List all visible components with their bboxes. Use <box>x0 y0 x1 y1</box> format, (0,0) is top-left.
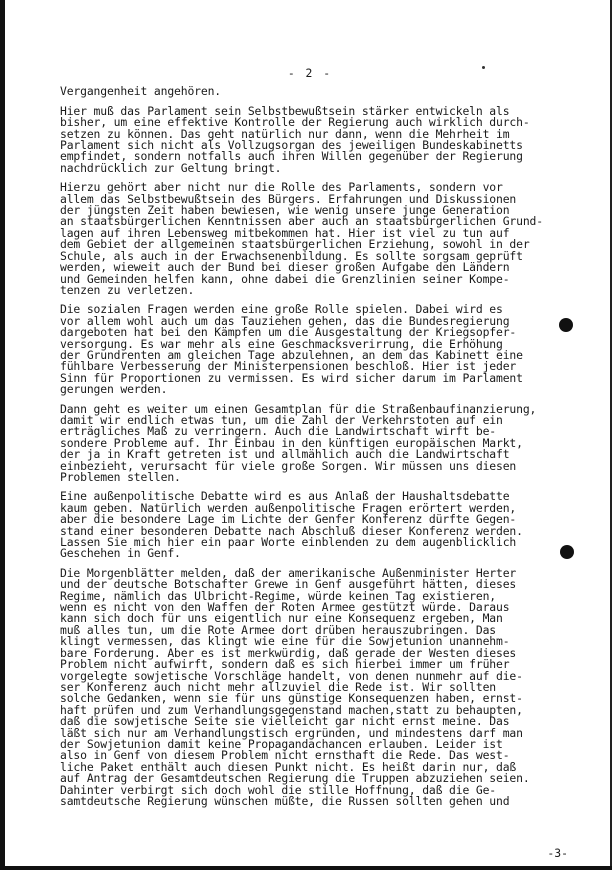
text-line: dargeboten hat bei den Kämpfen um die Ausgestaltung der Kriegsopfer- <box>60 325 517 340</box>
text-line: solche Gedanken, wenn sie für uns günstige Konsequenzen haben, ernst- <box>60 691 523 706</box>
scan-edge-left <box>0 0 5 870</box>
next-page-marker: -3- <box>547 846 568 860</box>
text-line: Lassen Sie mich hier ein paar Worte einblenden zu dem augenblicklich <box>60 535 517 550</box>
scan-edge-bottom <box>0 866 612 870</box>
paragraph <box>60 491 582 559</box>
text-line: Regime, nämlich das Ulbricht-Regime, würde keinen Tag existieren, <box>60 588 497 603</box>
text-line: an staatsbürgerlichen Kenntnissen aber auch an staatsbürgerlichen Grund- <box>60 214 543 229</box>
text-line: Sinn für Proportionen zu vermissen. Es wird sicher darum im Parlament <box>60 370 523 385</box>
text-line: ser Konferenz auch nicht mehr allzuviel die Rede ist. Wir sollten <box>60 679 497 694</box>
page-number: - 2 - <box>287 66 333 80</box>
text-line: versorgung. Es war mehr als eine Geschmacksverirrung, die Erhöhung <box>60 336 503 351</box>
text-line: läßt sich nur am Verhandlungstisch ergründen, und mindestens darf man <box>60 725 523 740</box>
text-line: klingt vermessen, das klingt wie eine für die Sowjetunion unannehm- <box>60 634 510 649</box>
text-line: vor allem wohl auch um das Tauziehen gehen, das die Bundesregierung <box>60 313 510 328</box>
text-line: dem Gebiet der allgemeinen staatsbürgerlichen Erziehung, sowohl in der <box>60 237 530 252</box>
text-line: liche Paket enthält auch diesen Punkt nicht. Es heißt darin nur, daß <box>60 759 517 774</box>
text-line: Dahinter verbirgt sich doch wohl die stille Hoffnung, daß die Ge- <box>60 782 497 797</box>
text-line: kaum geben. Natürlich werden außenpolitische Fragen erörtert werden, <box>60 500 517 515</box>
text-line: samtdeutsche Regierung wünschen müßte, die Russen sollten gehen und <box>60 793 510 808</box>
text-line: fühlbare Verbesserung der Ministerpensionen beschloß. Hier ist jeder <box>60 359 517 374</box>
text-line: Die sozialen Fragen werden eine große Rolle spielen. Dabei wird es <box>60 302 503 317</box>
text-line: der Sowjetunion damit keine Propagandachancen erlauben. Leider ist <box>60 736 503 751</box>
text-line: Hierzu gehört aber nicht nur die Rolle des Parlaments, sondern vor <box>60 180 503 195</box>
text-line: Eine außenpolitische Debatte wird es aus Anlaß der Haushaltsdebatte <box>60 489 510 504</box>
text-line: bisher, um eine effektive Kontrolle der Regierung auch wirklich durch- <box>60 115 530 130</box>
text-line: Problemen stellen. <box>60 470 181 484</box>
text-line: allem das Selbstbewußtsein des Bürgers. Erfahrungen und Diskussionen <box>60 191 517 206</box>
text-line: sondere Probleme auf. Ihr Einbau in den künftigen europäischen Markt, <box>60 435 523 450</box>
text-line: vorgelegte sowjetische Vorschläge handelt, von denen nunmehr auf die- <box>60 668 523 683</box>
paragraph-list <box>60 103 582 808</box>
text-line: und der deutsche Botschafter Grewe in Genf ausgeführt hätten, dieses <box>60 577 517 592</box>
intro-line: Vergangenheit angehören. <box>60 84 221 99</box>
text-line: Geschehen in Genf. <box>60 546 181 561</box>
paragraph <box>60 565 582 808</box>
text-line: einbezieht, verursacht für viele große Sorgen. Wir müssen uns diesen <box>60 458 517 473</box>
text-line: Schule, als auch in der Erwachsenenbildung. Es sollte sorgsam geprüft <box>60 248 523 263</box>
text-line: haft prüfen und zum Verhandlungsgegenstand machen,statt zu behaupten, <box>60 702 523 717</box>
paragraph <box>60 401 582 484</box>
paragraph <box>60 103 582 175</box>
paragraph <box>60 304 582 395</box>
text-line: tenzen zu verletzen. <box>60 282 195 297</box>
text-line: Die Morgenblätter melden, daß der amerikanische Außenminister Herter <box>60 565 517 580</box>
text-line: empfindet, sondern notfalls auch ihren Willen gegenüber der Regierung <box>60 149 523 164</box>
text-line: Parlament sich nicht als Vollzugsorgan des jeweiligen Bundeskabinetts <box>60 138 523 153</box>
text-line: muß alles tun, um die Rote Armee dort drüben herauszubringen. Das <box>60 622 497 637</box>
text-line: stand einer besonderen Debatte nach Abschluß dieser Konferenz werden. <box>60 523 523 538</box>
text-line: Hier muß das Parlament sein Selbstbewußtsein stärker entwickeln als <box>60 103 510 118</box>
text-line: der Grundrenten am gleichen Tage abzulehnen, an dem das Kabinett eine <box>60 347 523 362</box>
text-line: also in Genf von diesem Problem nicht ernsthaft die Rede. Das west- <box>60 748 510 763</box>
text-line: bare Forderung. Aber es ist merkwürdig, daß gerade der Westen dieses <box>60 645 517 660</box>
text-line: der jüngsten Zeit haben bewiesen, wie wenig unsere junge Generation <box>60 203 510 218</box>
typewritten-page <box>60 68 582 815</box>
text-line: werden, wieweit auch der Bund bei dieser großen Aufgabe den Ländern <box>60 260 510 275</box>
text-line: und Gemeinden helfen kann, ohne dabei die Grenzlinien seiner Kompe- <box>60 271 510 286</box>
text-line: kann sich doch für uns eigentlich nur eine Konsequenz ergeben, Man <box>60 611 503 626</box>
text-line: setzen zu können. Das geht natürlich nur dann, wenn die Mehrheit im <box>60 126 510 141</box>
text-line: auf Antrag der Gesamtdeutschen Regierung die Truppen abzuziehen seien. <box>60 771 530 786</box>
text-line: damit wir endlich etwas tun, um die Zahl der Verkehrstoten auf ein <box>60 412 503 427</box>
text-line: daß die sowjetische Seite sie vielleicht gar nicht ernst meine. Das <box>60 714 510 729</box>
text-line: Problem nicht aufwirft, sondern daß es sich hierbei immer um früher <box>60 657 510 672</box>
text-line: nachdrücklich zur Geltung bringt. <box>60 160 282 175</box>
text-line: Dann geht es weiter um einen Gesamtplan für die Straßenbaufinanzierung, <box>60 401 537 416</box>
text-line: aber die besondere Lage im Lichte der Genfer Konferenz dürfte Gegen- <box>60 512 517 527</box>
paragraph <box>60 182 582 296</box>
text-line: lagen auf ihren Lebensweg mitbekommen hat. Hier ist viel zu tun auf <box>60 225 510 240</box>
text-line: erträgliches Maß zu verringern. Auch die Landwirtschaft wirft be- <box>60 424 497 439</box>
text-line: der ja in Kraft getreten ist und allmählich auch die Landwirtschaft <box>60 447 510 462</box>
text-line: wenn es nicht von den Waffen der Roten Armee gestützt würde. Daraus <box>60 600 510 615</box>
text-line: gerungen werden. <box>60 382 168 397</box>
